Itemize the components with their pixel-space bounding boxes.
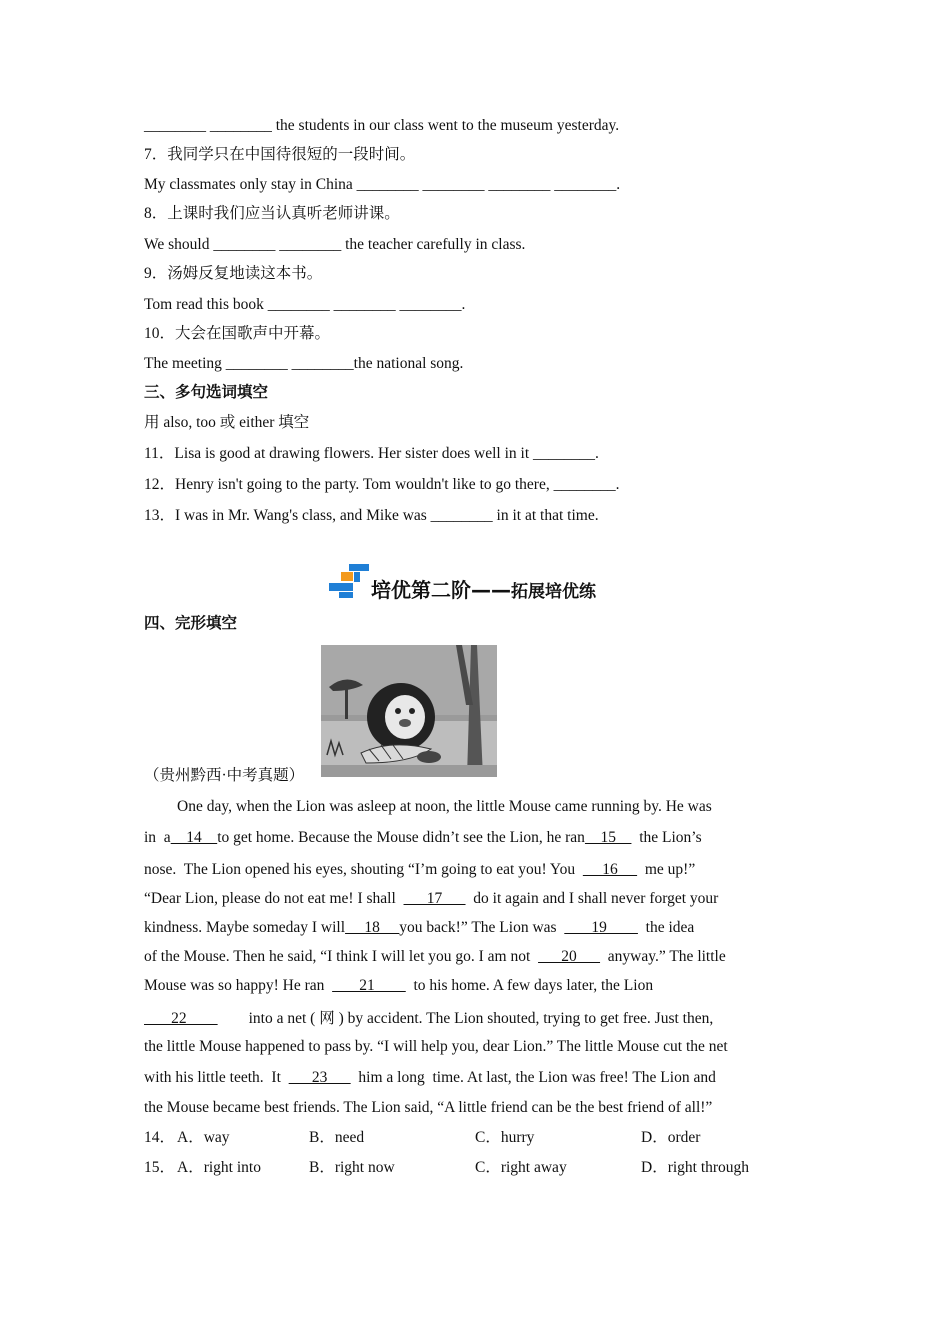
- blank-16: 16: [582, 861, 638, 878]
- option-a[interactable]: A．right into: [177, 1159, 261, 1176]
- passage-line-4: “Dear Lion, please do not eat me! I shall 17 do it again and I shall never forget your: [144, 890, 719, 907]
- passage-line-5: kindness. Maybe someday I will 18 you back!” The Lion was 19 the idea: [144, 919, 695, 936]
- q12: 12．Henry isn't going to the party. Tom wouldn't like to go there, ________.: [144, 476, 620, 493]
- blank-14: 14: [170, 829, 218, 846]
- option-b[interactable]: B．right now: [309, 1159, 395, 1176]
- passage-line-3: nose. The Lion opened his eyes, shouting “I’m going to eat you! You 16 me up!”: [144, 861, 696, 878]
- option-a[interactable]: A．way: [177, 1129, 230, 1146]
- option-d[interactable]: D．order: [641, 1129, 701, 1146]
- blank-19: 19: [564, 919, 638, 936]
- banner-blocks-icon: [329, 564, 369, 598]
- section-banner: [329, 564, 629, 602]
- option-c[interactable]: C．hurry: [475, 1129, 535, 1146]
- blank-21: 21: [332, 977, 406, 994]
- option-b[interactable]: B．need: [309, 1129, 365, 1146]
- blank-23: 23: [288, 1069, 351, 1086]
- section-3-title: 三、多句选词填空: [144, 384, 269, 401]
- q13: 13．I was in Mr. Wang's class, and Mike was ________ in it at that time.: [144, 507, 599, 524]
- passage-line-11: the Mouse became best friends. The Lion said, “A little friend can be the best friend of all!”: [144, 1099, 713, 1116]
- passage-line-9: the little Mouse happened to pass by. “I will help you, dear Lion.” The little Mouse cut the net: [144, 1038, 728, 1055]
- q7-english: My classmates only stay in China ________ ________ ________ ________.: [144, 176, 621, 193]
- source-note: （贵州黔西·中考真题）: [144, 767, 305, 784]
- passage-line-6: of the Mouse. Then he said, “I think I will let you go. I am not 20 anyway.” The little: [144, 948, 726, 965]
- blank-18: 18: [345, 919, 400, 936]
- passage-line-1: One day, when the Lion was asleep at noon, the little Mouse came running by. He was: [177, 798, 712, 815]
- q8-english: We should ________ ________ the teacher carefully in class.: [144, 236, 526, 253]
- blank-22: 22: [144, 1010, 218, 1027]
- option-number: 14．: [144, 1129, 176, 1146]
- blank-15: 15: [584, 829, 632, 846]
- q9-english: Tom read this book ________ ________ ________.: [144, 296, 466, 313]
- option-number: 15．: [144, 1159, 176, 1176]
- option-d[interactable]: D．right through: [641, 1159, 750, 1176]
- passage-line-7: Mouse was so happy! He ran 21 to his home. A few days later, the Lion: [144, 977, 654, 994]
- q10-english: The meeting ________ ________the national song.: [144, 355, 464, 372]
- q10-chinese: 10．大会在国歌声中开幕。: [144, 325, 331, 342]
- passage-line-8: 22 into a net ( 网 ) by accident. The Lion shouted, trying to get free. Just then,: [144, 1009, 714, 1027]
- blank-17: 17: [403, 890, 466, 907]
- lion-mouse-illustration: [321, 645, 497, 777]
- q7-chinese: 7．我同学只在中国待很短的一段时间。: [144, 146, 416, 163]
- q8-chinese: 8．上课时我们应当认真听老师讲课。: [144, 205, 400, 222]
- section-4-title: 四、完形填空: [144, 615, 238, 632]
- section-3-instruction: 用 also, too 或 either 填空: [144, 414, 310, 431]
- passage-line-2: in a 14 to get home. Because the Mouse didn’t see the Lion, he ran 15 the Lion’s: [144, 829, 702, 846]
- blank-20: 20: [538, 948, 601, 965]
- q9-chinese: 9．汤姆反复地读这本书。: [144, 265, 323, 282]
- q6-continuation: ________ ________ the students in our class went to the museum yesterday.: [144, 117, 620, 134]
- option-c[interactable]: C．right away: [475, 1159, 567, 1176]
- banner-title: 培优第二阶——拓展培优练: [371, 578, 596, 602]
- q11: 11．Lisa is good at drawing flowers. Her sister does well in it ________.: [144, 445, 599, 462]
- passage-line-10: with his little teeth. It 23 him a long time. At last, the Lion was free! The Lion and: [144, 1069, 716, 1086]
